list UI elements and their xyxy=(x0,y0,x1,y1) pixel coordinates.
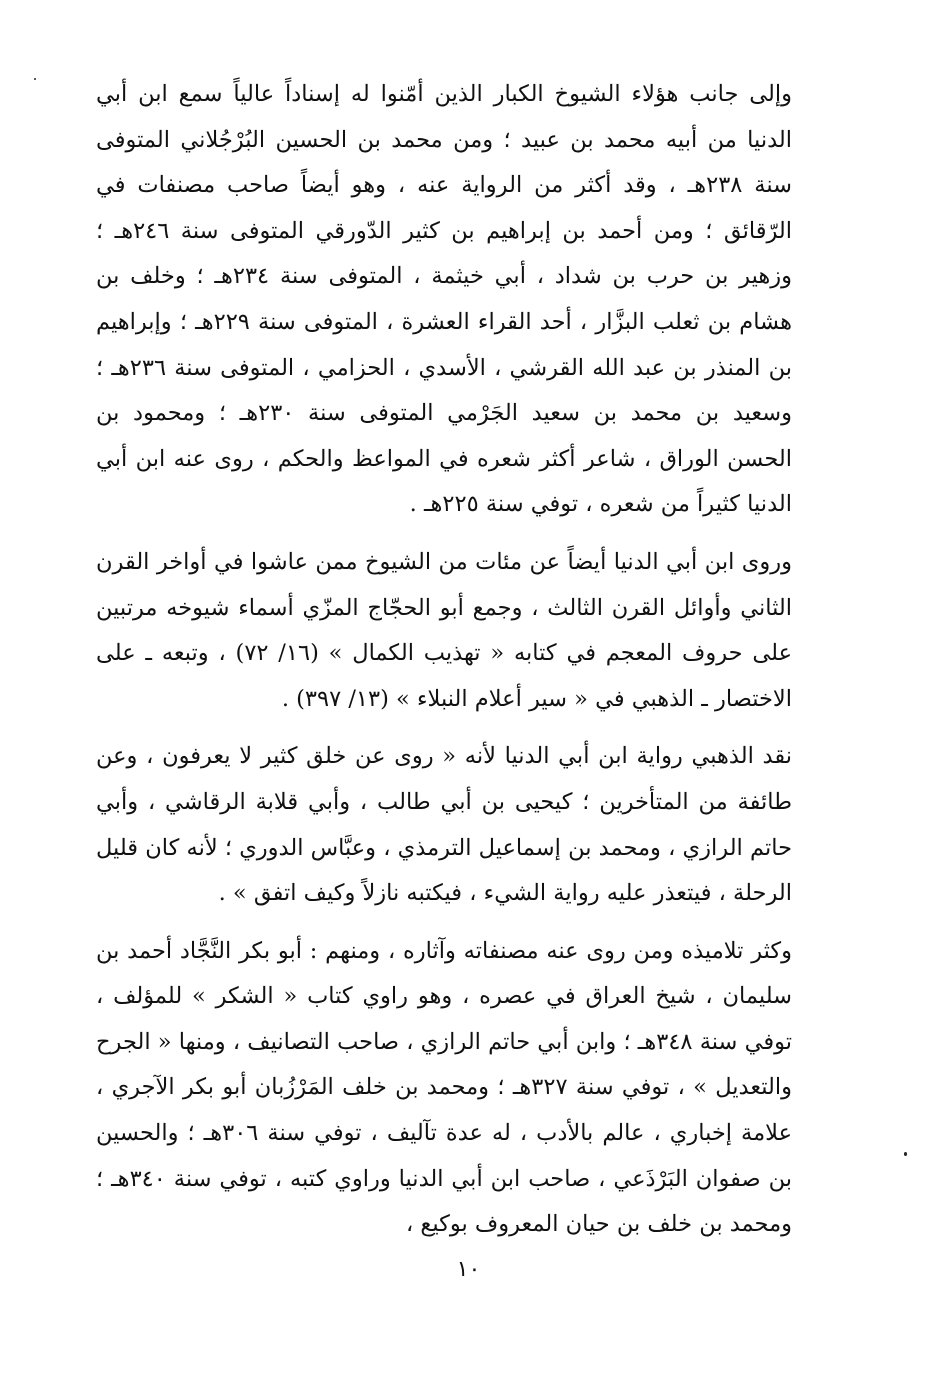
paragraph-students: وكثر تلاميذه ومن روى عنه مصنفاته وآثاره ، ومنهم : أبو بكر النَّجَّاد أحمد بن سليمان ، شيخ العراق في عصره ، وهو راوي كتاب « الشكر » للمؤلف ، توفي سنة ٣٤٨هـ ؛ وابن أبي حاتم الرازي ، صاحب التصانيف ، ومنها « الجرح والتعديل » ، توفي سنة ٣٢٧هـ ؛ ومحمد بن خلف المَرْزُبان أبو بكر الآجري ، علامة إخباري ، عالم بالأدب ، له عدة تآليف ، توفي سنة ٣٠٦هـ ؛ والحسين بن صفوان البَرْذَعي ، صاحب ابن أبي الدنيا وراوي كتبه ، توفي سنة ٣٤٠هـ ؛ ومحمد بن خلف بن حيان المعروف بوكيع ، xyxy=(96,937,793,1238)
paragraph-dhahabi-critique: نقد الذهبي رواية ابن أبي الدنيا لأنه « روى عن خلق كثير لا يعرفون ، وعن طائفة من المتأخرين ؛ كيحيى بن أبي طالب ، وأبي قلابة الرقاشي ، وأبي حاتم الرازي ، ومحمد بن إسماعيل الترمذي ، وعبَّاس الدوري ؛ لأنه كان قليل الرحلة ، فيتعذر عليه رواية الشيء ، فيكتبه نازلاً وكيف اتفق » . xyxy=(96,743,792,907)
scan-speck xyxy=(34,78,36,80)
page-body xyxy=(96,72,792,1248)
scan-speck xyxy=(904,1152,907,1156)
paragraph-other-teachers: وروى ابن أبي الدنيا أيضاً عن مئات من الشيوخ ممن عاشوا في أواخر القرن الثاني وأوائل القرن الثالث ، وجمع أبو الحجّاج المزّي أسماء شيوخه مرتبين على حروف المعجم في كتابه « تهذيب الكمال » (١٦/ ٧٢) ، وتبعه ـ على الاختصار ـ الذهبي في « سير أعلام النبلاء » (١٣/ ٣٩٧) . xyxy=(96,548,792,712)
page-number: ١٠ xyxy=(456,1257,481,1282)
paragraph-teachers: وإلى جانب هؤلاء الشيوخ الكبار الذين أمّنوا له إسناداً عالياً سمع ابن أبي الدنيا من أبيه محمد بن عبيد ؛ ومن محمد بن الحسين البُرْجُلاني المتوفى سنة ٢٣٨هـ ، وقد أكثر من الرواية عنه ، وهو أيضاً صاحب مصنفات في الرّقائق ؛ ومن أحمد بن إبراهيم بن كثير الدّورقي المتوفى سنة ٢٤٦هـ ؛ وزهير بن حرب بن شداد ، أبي خيثمة ، المتوفى سنة ٢٣٤هـ ؛ وخلف بن هشام بن ثعلب البزَّار ، أحد القراء العشرة ، المتوفى سنة ٢٢٩هـ ؛ وإبراهيم بن المنذر بن عبد الله القرشي ، الأسدي ، الحزامي ، المتوفى سنة ٢٣٦هـ ؛ وسعيد بن محمد بن سعيد الجَرْمي المتوفى سنة ٢٣٠هـ ؛ ومحمود بن الحسن الوراق ، شاعر أكثر شعره في المواعظ والحكم ، روى عنه ابن أبي الدنيا كثيراً من شعره ، توفي سنة ٢٢٥هـ . xyxy=(96,81,792,518)
